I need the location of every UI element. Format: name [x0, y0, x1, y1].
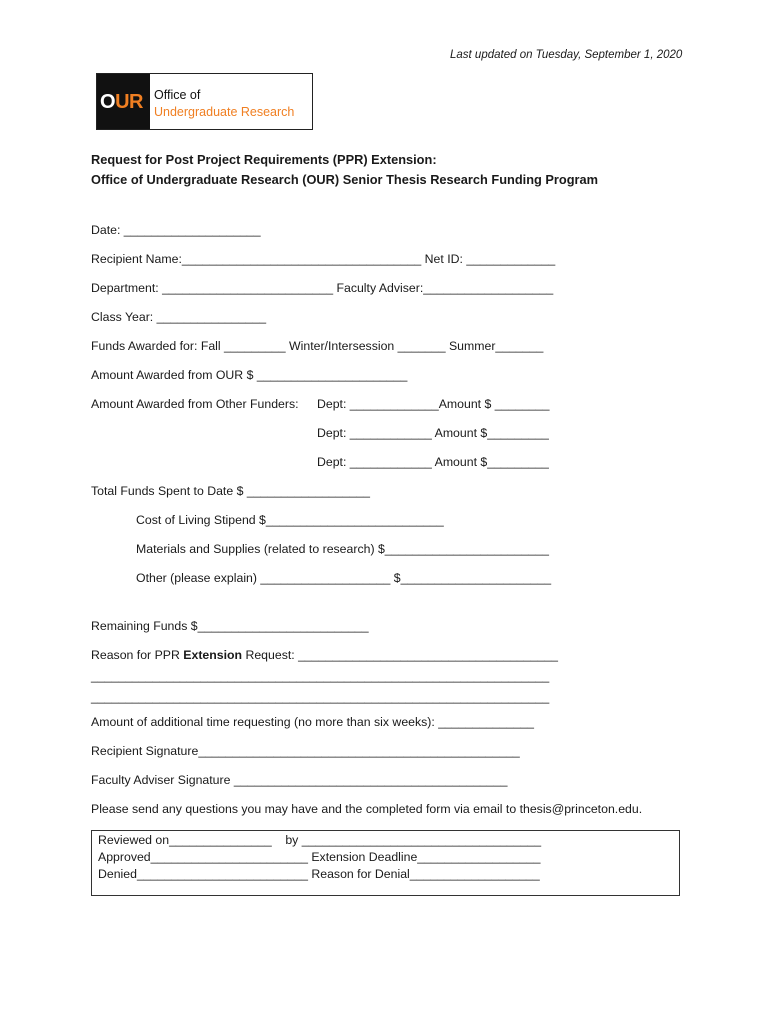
logo-mark [100, 91, 143, 113]
department-field[interactable]: Department: _________________________ Faculty Adviser:___________________ [91, 281, 554, 295]
last-updated-note: Last updated on Tuesday, September 1, 2020 [450, 49, 683, 61]
cost-of-living-field[interactable]: Cost of Living Stipend $__________________________ [136, 513, 444, 527]
our-logo [96, 73, 313, 130]
form-subtitle: Office of Undergraduate Research (OUR) Senior Thesis Research Funding Program [91, 172, 599, 187]
recipient-signature-field[interactable]: Recipient Signature_______________________________________________ [91, 744, 520, 758]
reason-label: Reason for PPR [91, 648, 184, 662]
class-year-field[interactable]: Class Year: ________________ [91, 310, 267, 324]
adviser-signature-field[interactable]: Faculty Adviser Signature ________________________________________ [91, 773, 508, 787]
additional-time-field[interactable]: Amount of additional time requesting (no more than six weeks): ______________ [91, 715, 534, 729]
reason-line-3[interactable]: ___________________________________________________________________ [91, 690, 550, 704]
other-funder-row-1[interactable]: Dept: _____________Amount $ ________ [317, 397, 550, 411]
reason-field[interactable] [91, 647, 558, 663]
questions-note: Please send any questions you may have and the completed form via email to thesis@princeton.edu. [91, 802, 643, 816]
reviewed-on-field[interactable]: Reviewed on_______________ by ___________________________________ [98, 833, 542, 847]
logo-text-line2: Undergraduate Research [154, 105, 295, 119]
reason-label-rest: Request: ______________________________________ [242, 648, 558, 662]
amount-our-field[interactable]: Amount Awarded from OUR $ ______________________ [91, 368, 408, 382]
reason-line-2[interactable]: ___________________________________________________________________ [91, 669, 550, 683]
other-funder-row-3[interactable]: Dept: ____________ Amount $_________ [317, 455, 549, 469]
recipient-name-field[interactable]: Recipient Name:___________________________________ Net ID: _____________ [91, 252, 556, 266]
other-expense-field[interactable]: Other (please explain) ___________________ $______________________ [136, 571, 552, 585]
remaining-funds-field[interactable]: Remaining Funds $_________________________ [91, 619, 369, 633]
approved-field[interactable]: Approved_______________________ Extension Deadline__________________ [98, 850, 541, 864]
date-field[interactable]: Date: ____________________ [91, 223, 261, 237]
logo-mark-ur: UR [115, 91, 143, 113]
logo-mark-o: O [100, 91, 116, 113]
total-spent-field[interactable]: Total Funds Spent to Date $ __________________ [91, 484, 370, 498]
materials-field[interactable]: Materials and Supplies (related to research) $________________________ [136, 542, 549, 556]
funds-awarded-for-field[interactable]: Funds Awarded for: Fall _________ Winter/Intersession _______ Summer_______ [91, 339, 544, 353]
other-funder-row-2[interactable]: Dept: ____________ Amount $_________ [317, 426, 549, 440]
logo-text-line1: Office of [154, 88, 201, 102]
form-title: Request for Post Project Requirements (PPR) Extension: [91, 152, 437, 167]
reason-label-bold: Extension [183, 648, 243, 662]
denied-field[interactable]: Denied_________________________ Reason for Denial___________________ [98, 867, 540, 881]
other-funders-label: Amount Awarded from Other Funders: [91, 397, 299, 411]
